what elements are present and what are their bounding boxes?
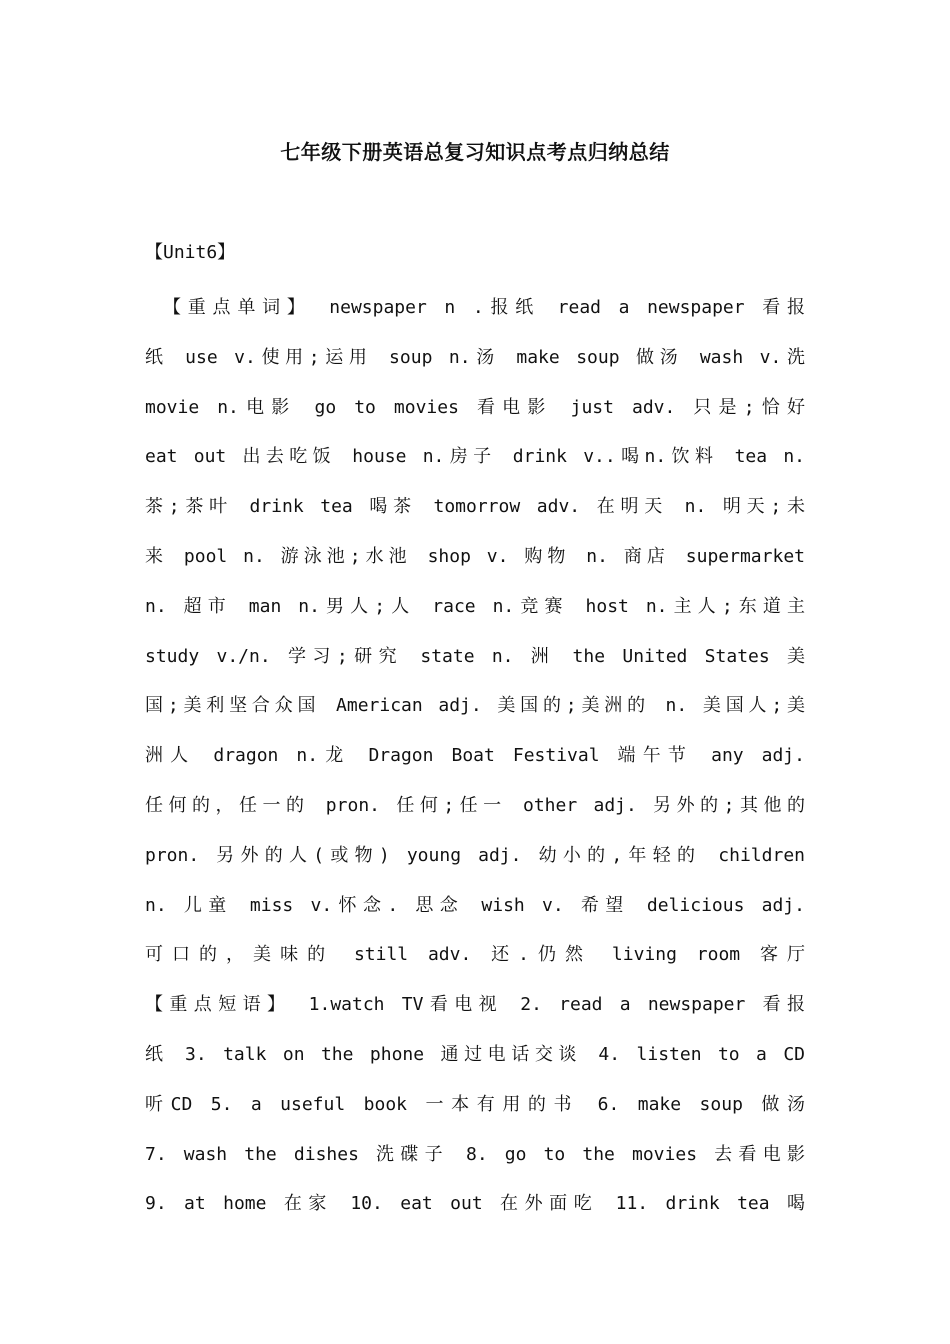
- text-line: 9. at home 在家 10. eat out 在外面吃 11. drink tea 喝: [145, 1193, 805, 1215]
- text-line: 纸 3. talk on the phone 通过电话交谈 4. listen to a CD: [145, 1043, 805, 1065]
- text-line: 茶;茶叶 drink tea 喝茶 tomorrow adv. 在明天 n. 明天;未: [145, 496, 805, 518]
- document-title: 七年级下册英语总复习知识点考点归纳总结: [280, 140, 670, 164]
- text-line: 洲人 dragon n.龙 Dragon Boat Festival 端午节 any adj.: [145, 745, 805, 767]
- text-line: study v./n. 学习;研究 state n. 洲 the United States 美: [145, 645, 805, 667]
- text-line: 任何的，任一的 pron. 任何;任一 other adj. 另外的;其他的: [145, 794, 805, 816]
- text-line: n. 儿童 miss v.怀念. 思念 wish v. 希望 delicious adj.: [145, 894, 805, 916]
- text-line: 【重点单词】 newspaper n .报纸 read a newspaper 看报: [163, 297, 805, 318]
- text-line: 来 pool n. 游泳池;水池 shop v. 购物 n. 商店 supermarket: [145, 545, 805, 567]
- text-line: 听CD 5. a useful book 一本有用的书 6. make soup 做汤: [145, 1093, 805, 1115]
- text-line: 7. wash the dishes 洗碟子 8. go to the movies 去看电影: [145, 1143, 805, 1165]
- text-line: eat out 出去吃饭 house n.房子 drink v..喝n.饮料 tea n.: [145, 446, 805, 468]
- text-line: 【重点短语】 1.watch TV看电视 2. read a newspaper 看报: [145, 994, 805, 1016]
- text-line: pron. 另外的人(或物) young adj. 幼小的,年轻的 children: [145, 844, 805, 866]
- text-line: movie n.电影 go to movies 看电影 just adv. 只是;恰好: [145, 396, 805, 418]
- text-line: 纸 use v.使用;运用 soup n.汤 make soup 做汤 wash v.洗: [145, 346, 805, 368]
- text-line: 国;美利坚合众国 American adj. 美国的;美洲的 n. 美国人;美: [145, 695, 805, 717]
- text-line: 可口的，美味的 still adv. 还.仍然 living room 客厅: [145, 944, 805, 966]
- unit-heading: 【Unit6】: [145, 242, 236, 263]
- text-line: n. 超市 man n.男人;人 race n.竞赛 host n.主人;东道主: [145, 595, 805, 617]
- body-text: [145, 283, 805, 1229]
